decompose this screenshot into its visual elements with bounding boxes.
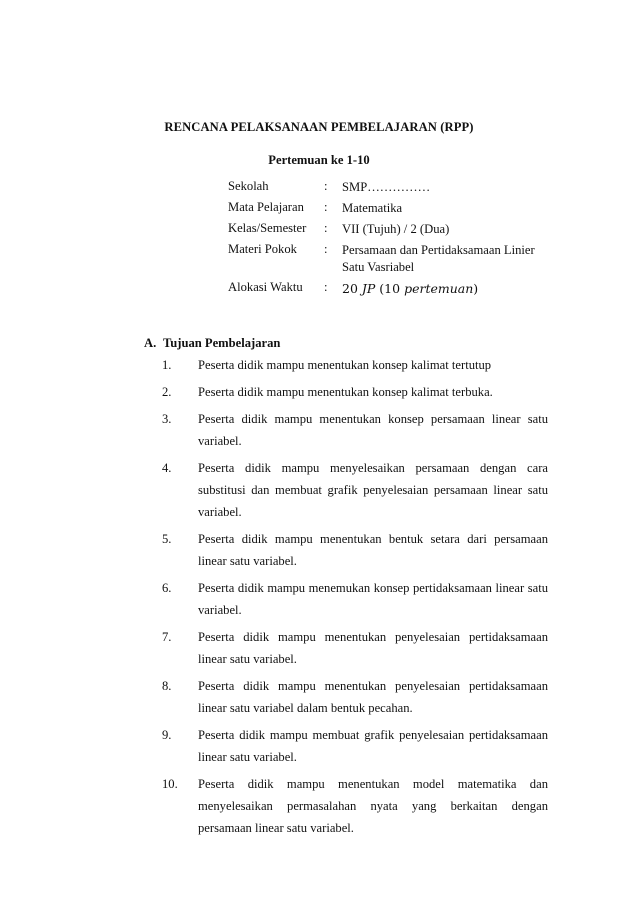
list-item-text: Peserta didik mampu membuat grafik penyelesaian pertidaksamaan linear satu variabel. <box>198 728 548 764</box>
list-item-text: Peserta didik mampu menyelesaikan persamaan dengan cara substitusi dan membuat grafik penyelesaian persamaan linear satu variabel. <box>198 461 548 519</box>
list-item-text: Peserta didik mampu menemukan konsep pertidaksamaan linear satu variabel. <box>198 581 548 617</box>
info-label: Mata Pelajaran <box>228 200 304 214</box>
jp-unit: JP <box>361 281 376 296</box>
objectives-list <box>162 354 548 844</box>
info-colon: : <box>324 280 328 294</box>
close-paren: ) <box>473 281 479 296</box>
list-item-text: Peserta didik mampu menentukan model matematika dan menyelesaikan permasalahan nyata yang berkaitan dengan persamaan linear satu variabel. <box>198 777 548 835</box>
info-colon: : <box>324 221 328 235</box>
document-subtitle: Pertemuan ke 1-10 <box>268 153 370 167</box>
info-value: SMP…………… <box>342 180 431 194</box>
list-item <box>162 381 548 403</box>
section-letter: A. <box>144 336 157 350</box>
list-item <box>162 408 548 452</box>
meeting-word: pertemuan <box>404 281 474 296</box>
list-item-text: Peserta didik mampu menentukan konsep kalimat tertutup <box>198 358 492 372</box>
list-item <box>162 457 548 523</box>
list-item <box>162 528 548 572</box>
list-item-number: 4. <box>162 461 172 475</box>
info-label: Kelas/Semester <box>228 221 307 235</box>
info-label: Sekolah <box>228 179 269 193</box>
list-item-number: 8. <box>162 679 172 693</box>
section-a-heading <box>144 336 280 351</box>
section-title: Tujuan Pembelajaran <box>163 336 281 350</box>
list-item-number: 7. <box>162 630 172 644</box>
list-item-text: Peserta didik mampu menentukan konsep persamaan linear satu variabel. <box>198 412 548 448</box>
meeting-count: (10 <box>379 281 401 296</box>
info-label: Materi Pokok <box>228 242 297 256</box>
list-item-number: 10. <box>162 777 178 791</box>
document-title: RENCANA PELAKSANAAN PEMBELAJARAN (RPP) <box>164 120 474 134</box>
list-item <box>162 675 548 719</box>
list-item <box>162 577 548 621</box>
info-colon: : <box>324 200 328 214</box>
info-label: Alokasi Waktu <box>228 280 303 294</box>
list-item-number: 6. <box>162 581 172 595</box>
list-item <box>162 354 548 376</box>
info-value: VII (Tujuh) / 2 (Dua) <box>342 222 450 236</box>
list-item-number: 3. <box>162 412 172 426</box>
list-item <box>162 724 548 768</box>
list-item-number: 2. <box>162 385 172 399</box>
alokasi-waktu-formula <box>342 280 552 297</box>
info-value: Matematika <box>342 201 403 215</box>
list-item <box>162 626 548 670</box>
list-item-number: 5. <box>162 532 172 546</box>
list-item-number: 1. <box>162 358 172 372</box>
list-item-number: 9. <box>162 728 172 742</box>
list-item <box>162 773 548 839</box>
jp-count: 20 <box>342 281 358 296</box>
info-colon: : <box>324 179 328 193</box>
list-item-text: Peserta didik mampu menentukan penyelesaian pertidaksamaan linear satu variabel. <box>198 630 548 666</box>
info-colon: : <box>324 242 328 256</box>
info-value: Persamaan dan Pertidaksamaan Linier Satu Vasriabel <box>342 243 535 274</box>
list-item-text: Peserta didik mampu menentukan penyelesaian pertidaksamaan linear satu variabel dalam bentuk pecahan. <box>198 679 548 715</box>
list-item-text: Peserta didik mampu menentukan bentuk setara dari persamaan linear satu variabel. <box>198 532 548 568</box>
list-item-text: Peserta didik mampu menentukan konsep kalimat terbuka. <box>198 385 493 399</box>
